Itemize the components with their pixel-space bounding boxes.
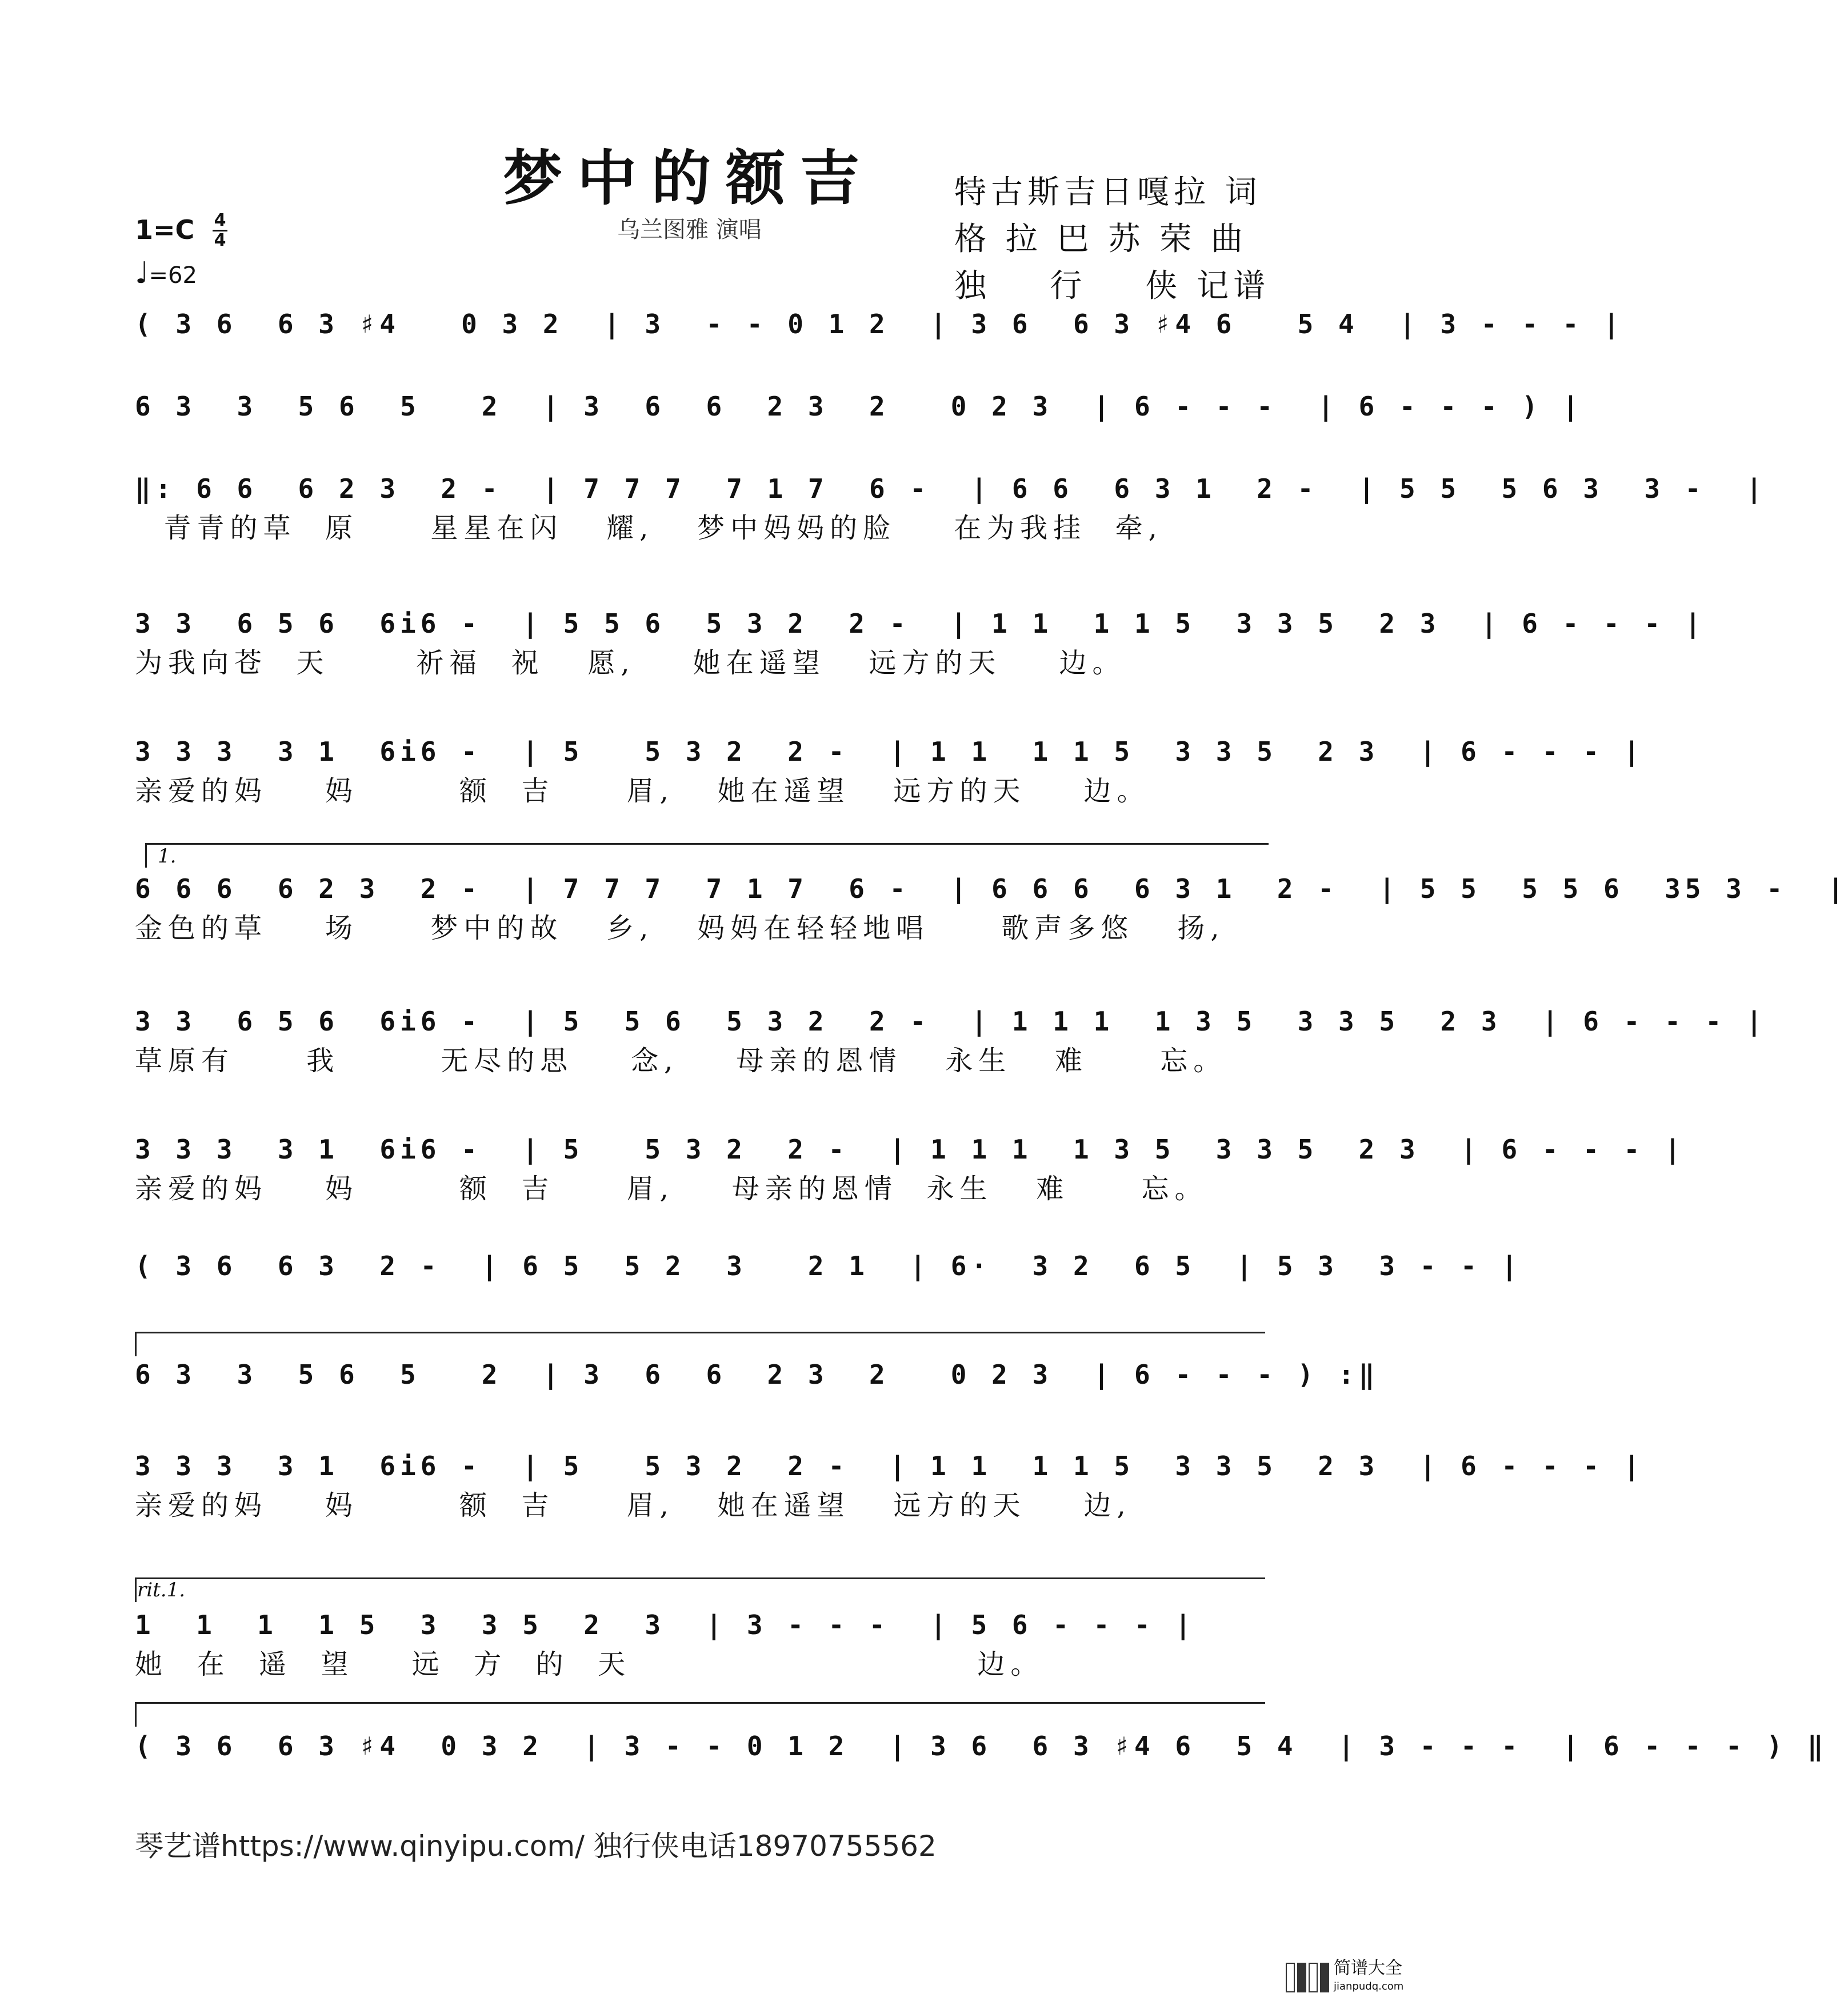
quarter-note-icon: ♩	[135, 256, 149, 290]
lyrics-line: 为我向苍 天 祈福 祝 愿, 她在遥望 远方的天 边。	[135, 647, 1126, 679]
key-signature: 1=C	[135, 214, 195, 245]
score-row-2	[135, 386, 1583, 426]
lyrics-line: 亲爱的妈 妈 额 吉 眉, 她在遥望 远方的天 边。	[135, 775, 1150, 807]
score-row-7	[135, 1001, 1767, 1079]
score-row-1	[135, 304, 1624, 344]
repeat-bracket-line	[135, 1332, 1265, 1333]
singer-credit: 乌兰图雅 演唱	[617, 217, 762, 243]
score-row-5	[135, 732, 1645, 809]
lyrics-line: 金色的草 场 梦中的故 乡, 妈妈在轻轻地唱 歌声多悠 扬,	[135, 912, 1225, 944]
notation-line: 6 3 3 5 6 5 2 | 3 6 6 2 3 2 0 2 3 | 6 - - - ) :‖	[135, 1359, 1379, 1390]
notation-line: 3 3 3 3 1 6i6 - | 5 5 3 2 2 - | 1 1 1 1 5 3 3 5 2 3 | 6 - - - |	[135, 1451, 1645, 1481]
tempo-value: =62	[149, 262, 197, 289]
tempo-marking	[135, 256, 197, 290]
rit-marking	[137, 1579, 185, 1601]
score-row-4	[135, 604, 1706, 681]
first-ending-label: 1.	[158, 845, 177, 868]
score-row-10	[135, 1355, 1379, 1395]
notation-line: 1 1 1 1 5 3 3 5 2 3 | 3 - - - | 5 6 - - - |	[135, 1609, 1196, 1640]
notation-line: ( 3 6 6 3 ♯4 0 3 2 | 3 - - 0 1 2 | 3 6 6 3 ♯4 6 5 4 | 3 - - - |	[135, 309, 1624, 340]
footer-source: 琴艺谱https://www.qinyipu.com/ 独行侠电话18970755562	[135, 1830, 937, 1863]
lyrics-line: 她 在 遥 望 远 方 的 天 边。	[135, 1648, 1044, 1680]
notation-line: ( 3 6 6 3 ♯4 0 3 2 | 3 - - 0 1 2 | 3 6 6 3 ♯4 6 5 4 | 3 - - - | 6 - - - ) ‖	[135, 1731, 1828, 1762]
song-title: 梦中的额吉	[503, 143, 875, 213]
credits	[954, 169, 1270, 310]
notation-line: 6 6 6 6 2 3 2 - | 7 7 7 7 1 7 6 - | 6 6 6 6 3 1 2 - | 5 5 5 5 6 35 3 - |	[135, 873, 1848, 904]
score-row-13	[135, 1726, 1828, 1766]
score-row-9	[135, 1246, 1522, 1286]
score-row-12	[135, 1605, 1281, 1683]
lyrics-line: 亲爱的妈 妈 额 吉 眉, 母亲的恩情 永生 难 忘。	[135, 1173, 1208, 1205]
final-section-line	[135, 1702, 1265, 1704]
logo-url: jianpudq.com	[1334, 1980, 1404, 1992]
lyricist-credit: 特古斯吉日嘎拉 词	[954, 174, 1262, 211]
notation-line: 3 3 3 3 1 6i6 - | 5 5 3 2 2 - | 1 1 1 1 5 3 3 5 2 3 | 6 - - - |	[135, 736, 1645, 767]
score-row-3	[135, 469, 1767, 546]
score-row-11	[135, 1446, 1645, 1524]
second-ending-bracket	[135, 1577, 1265, 1579]
lyrics-line: 亲爱的妈 妈 额 吉 眉, 她在遥望 远方的天 边,	[135, 1489, 1131, 1521]
transcriber-credit: 独 行 侠 记谱	[954, 267, 1270, 305]
composer-credit: 格 拉 巴 苏 荣 曲	[954, 221, 1248, 258]
notation-line: ( 3 6 6 3 2 - | 6 5 5 2 3 2 1 | 6· 3 2 6 5 | 5 3 3 - - |	[135, 1251, 1522, 1281]
score-row-6	[135, 869, 1848, 946]
notation-line: 3 3 6 5 6 6i6 - | 5 5 6 5 3 2 2 - | 1 1 1 1 5 3 3 5 2 3 | 6 - - - |	[135, 608, 1706, 639]
meter-bottom: 4	[214, 230, 226, 250]
piano-keys-icon	[1286, 1963, 1329, 1992]
score-row-8	[135, 1129, 1685, 1207]
notation-line: 3 3 6 5 6 6i6 - | 5 5 6 5 3 2 2 - | 1 1 1 1 3 5 3 3 5 2 3 | 6 - - - |	[135, 1006, 1767, 1037]
notation-line: 3 3 3 3 1 6i6 - | 5 5 3 2 2 - | 1 1 1 1 3 5 3 3 5 2 3 | 6 - - - |	[135, 1134, 1685, 1165]
lyrics-line: 青青的草 原 星星在闪 耀, 梦中妈妈的脸 在为我挂 牵,	[135, 512, 1163, 544]
notation-line: ‖: 6 6 6 2 3 2 - | 7 7 7 7 1 7 6 - | 6 6 6 3 1 2 - | 5 5 5 6 3 3 - |	[135, 473, 1767, 504]
rit-text: rit.	[137, 1579, 167, 1601]
logo-name: 简谱大全	[1334, 1958, 1402, 1978]
lyrics-line: 草原有 我 无尽的思 念, 母亲的恩情 永生 难 忘。	[135, 1045, 1227, 1077]
site-logo	[1286, 1958, 1406, 1998]
meter-top: 4	[214, 210, 226, 230]
time-signature	[213, 211, 227, 250]
notation-line: 6 3 3 5 6 5 2 | 3 6 6 2 3 2 0 2 3 | 6 - - - | 6 - - - ) |	[135, 391, 1583, 422]
rit-number: 1.	[166, 1579, 186, 1601]
first-ending-bracket	[145, 843, 1269, 845]
